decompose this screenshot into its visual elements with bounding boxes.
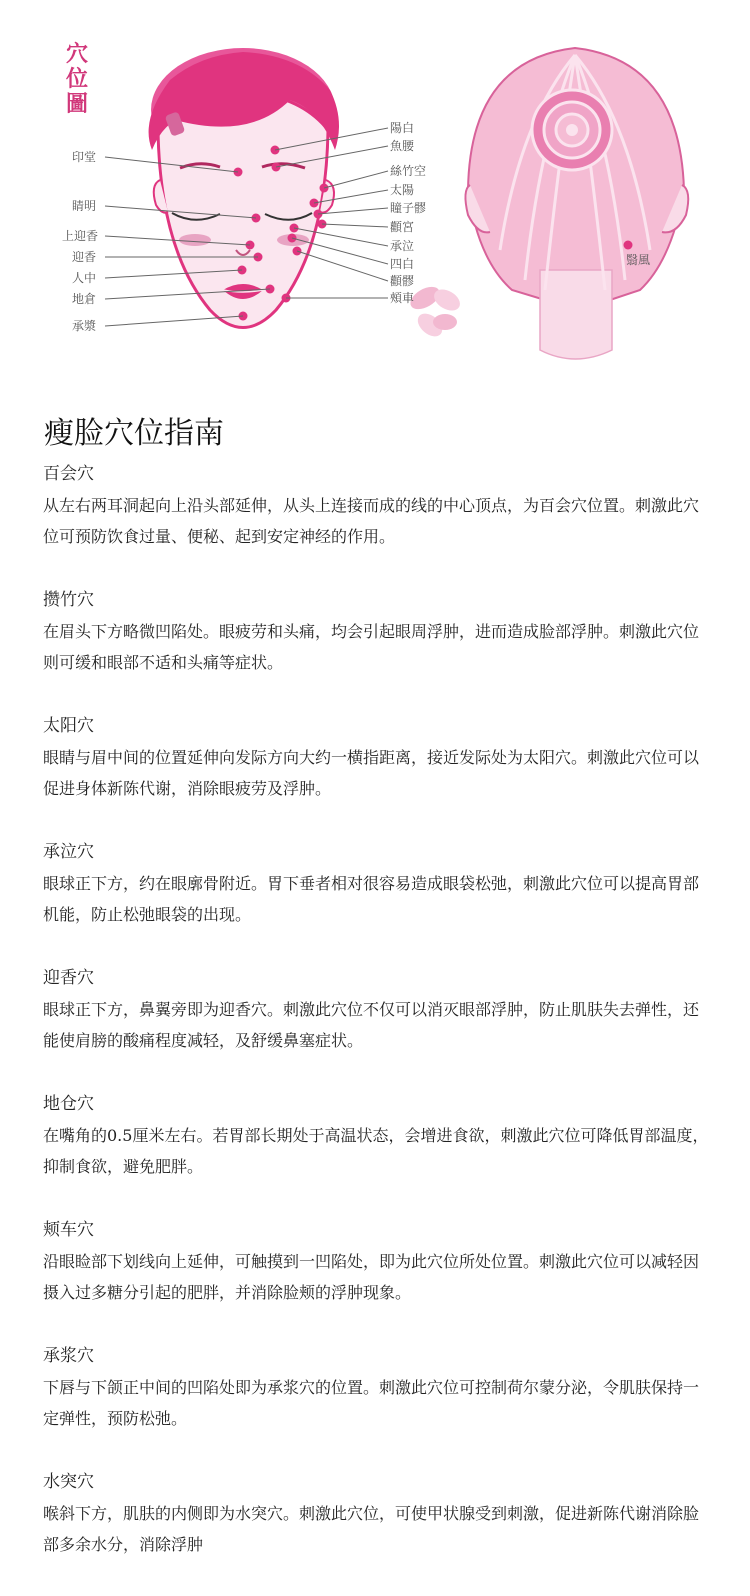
front-face — [149, 48, 339, 328]
entry-name: 颊车穴 — [43, 1220, 94, 1240]
entry-name: 太阳穴 — [43, 716, 94, 736]
label-shangyingxiang: 上迎香 — [62, 229, 99, 243]
list-item — [43, 588, 713, 714]
entry-description: 眼球正下方，鼻翼旁即为迎香穴。刺激此穴位不仅可以消灭眼部浮肿，防止肌肤失去弹性，还能使肩膀的酸痛程度减轻，及舒缓鼻塞症状。 — [43, 1000, 700, 1050]
label-yifeng: 翳風 — [626, 253, 651, 267]
flower-decoration — [407, 282, 464, 341]
entry-description: 在眉头下方略微凹陷处。眼疲劳和头痛，均会引起眼周浮肿，进而造成脸部浮肿。刺激此穴位则可缓和眼部不适和头痛等症状。 — [43, 622, 700, 672]
label-sizhukong: 絲竹空 — [390, 164, 427, 178]
label-yintang: 印堂 — [72, 150, 97, 164]
acupoint-diagram — [0, 0, 750, 390]
label-jingming: 睛明 — [72, 199, 97, 213]
diagram-title-char: 圖 — [66, 91, 89, 117]
label-yangbai: 陽白 — [390, 121, 415, 135]
entry-name: 承浆穴 — [43, 1346, 94, 1366]
label-yuyao: 魚腰 — [390, 139, 415, 153]
label-quangong: 顴宮 — [390, 220, 415, 234]
face-illustration — [0, 0, 750, 390]
list-item — [43, 966, 713, 1092]
back-head — [465, 48, 688, 359]
list-item — [43, 840, 713, 966]
label-jiache: 頰車 — [390, 291, 415, 305]
entry-description: 在嘴角的0.5厘米左右。若胃部长期处于高温状态，会增进食欲，刺激此穴位可降低胃部温度，抑制食欲，避免肥胖。 — [43, 1126, 709, 1176]
diagram-title-char: 穴 — [66, 41, 89, 67]
entry-name: 攒竹穴 — [43, 590, 94, 610]
diagram-title — [66, 42, 92, 117]
label-quanliao: 顴髎 — [390, 274, 415, 288]
list-item — [43, 714, 713, 840]
label-chengqi: 承泣 — [390, 239, 415, 253]
entry-name: 水突穴 — [43, 1472, 94, 1492]
entry-name: 地仓穴 — [43, 1094, 94, 1114]
entry-description: 从左右两耳洞起向上沿头部延伸，从头上连接而成的线的中心顶点，为百会穴位置。刺激此穴位可预防饮食过量、便秘、起到安定神经的作用。 — [43, 496, 700, 546]
entry-name: 承泣穴 — [43, 842, 94, 862]
acupoint-list — [43, 462, 713, 1596]
label-dicang: 地倉 — [72, 292, 97, 306]
label-renzhong: 人中 — [72, 271, 97, 285]
diagram-title-char: 位 — [66, 66, 89, 92]
entry-description: 眼睛与眉中间的位置延伸向发际方向大约一横指距离，接近发际处为太阳穴。刺激此穴位可以促进身体新陈代谢，消除眼疲劳及浮肿。 — [43, 748, 700, 798]
label-sibai: 四白 — [390, 257, 415, 271]
page-title: 瘦脸穴位指南 — [44, 416, 224, 451]
list-item — [43, 1344, 713, 1470]
list-item — [43, 1092, 713, 1218]
list-item — [43, 1470, 713, 1596]
entry-description: 下唇与下颌正中间的凹陷处即为承浆穴的位置。刺激此穴位可控制荷尔蒙分泌，令肌肤保持一定弹性，预防松弛。 — [43, 1378, 700, 1428]
label-taiyang: 太陽 — [390, 183, 415, 197]
entry-description: 喉斜下方，肌肤的内侧即为水突穴。刺激此穴位，可使甲状腺受到刺激，促进新陈代谢消除脸部多余水分，消除浮肿 — [43, 1504, 700, 1554]
list-item — [43, 1218, 713, 1344]
entry-description: 沿眼睑部下划线向上延伸，可触摸到一凹陷处，即为此穴位所处位置。刺激此穴位可以减轻因摄入过多糖分引起的肥胖，并消除脸颊的浮肿现象。 — [43, 1252, 700, 1302]
entry-name: 百会穴 — [43, 464, 94, 484]
label-tongziliao: 瞳子髎 — [390, 201, 427, 215]
label-chengjiang: 承漿 — [72, 319, 97, 333]
entry-name: 迎香穴 — [43, 968, 94, 988]
entry-description: 眼球正下方，约在眼廓骨附近。胃下垂者相对很容易造成眼袋松弛，刺激此穴位可以提高胃部机能，防止松弛眼袋的出现。 — [43, 874, 700, 924]
list-item — [43, 462, 713, 588]
label-yingxiang: 迎香 — [72, 250, 97, 264]
